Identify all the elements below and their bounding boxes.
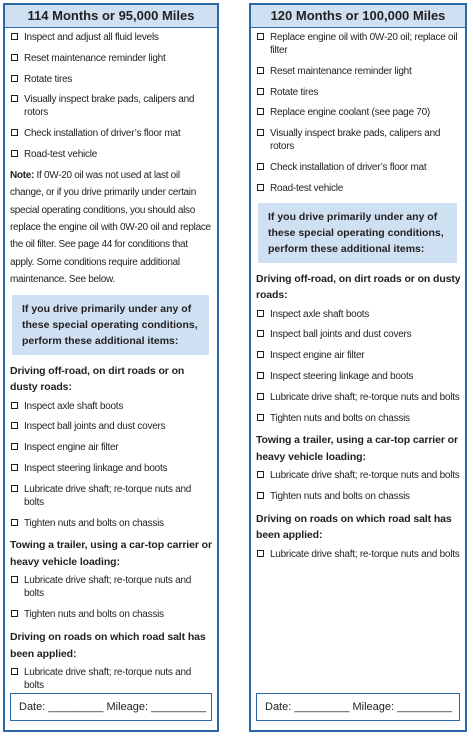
checklist-item-label: Tighten nuts and bolts on chassis (270, 491, 410, 503)
checklist-item (256, 391, 461, 404)
checklist-item-label: Inspect axle shaft boots (270, 308, 370, 320)
section-heading-towing: Towing a trailer, using a car-top carrier or heavy vehicle loading: (10, 539, 212, 568)
note-text: If 0W-20 oil was not used at last oil change, or if you drive primarily under certain special operating conditions, you should also replace the engine oil with 0W-20 oil and replace the oil filter. See page 44 for conditions that apply. Some conditions require additional maintenance. See below. (10, 169, 211, 286)
checklist-item-label: Inspect ball joints and dust covers (270, 329, 412, 341)
checklist-item (256, 31, 461, 57)
checklist-item-label: Tighten nuts and bolts on chassis (270, 412, 410, 424)
checklist-item (10, 148, 213, 161)
checklist-item (10, 400, 213, 413)
checklist-item-label: Tighten nuts and bolts on chassis (24, 609, 164, 621)
checkbox-icon[interactable] (11, 668, 18, 675)
checklist-item (10, 517, 213, 530)
date-mileage-field[interactable]: Date: _________ Mileage: _________ (256, 693, 460, 721)
checklist-item (256, 86, 461, 99)
checkbox-icon[interactable] (11, 75, 18, 82)
checkbox-icon[interactable] (11, 150, 18, 157)
checkbox-icon[interactable] (257, 372, 264, 379)
checkbox-icon[interactable] (11, 422, 18, 429)
checklist-item-label: Visually inspect brake pads, calipers and rotors (24, 94, 195, 119)
checklist-item-label: Lubricate drive shaft; re-torque nuts and bolts (270, 391, 460, 403)
note-label: Note: (10, 169, 35, 181)
checkbox-icon[interactable] (11, 402, 18, 409)
checklist-item (10, 31, 213, 44)
checklist-item-label: Inspect steering linkage and boots (24, 463, 168, 475)
checklist-item-label: Lubricate drive shaft; re-torque nuts and bolts (24, 483, 192, 508)
checkbox-icon[interactable] (11, 129, 18, 136)
section-heading-off-road: Driving off-road, on dirt roads or on dusty roads: (256, 272, 461, 302)
checklist-item-label: Inspect axle shaft boots (24, 400, 124, 412)
checklist-item (10, 52, 213, 65)
date-mileage-field[interactable]: Date: _________ Mileage: _________ (10, 693, 212, 721)
checklist-item-label: Check installation of driver’s floor mat (270, 161, 427, 173)
checklist-item (256, 182, 461, 195)
checklist-item (10, 483, 213, 509)
checklist-item-label: Lubricate drive shaft; re-torque nuts and bolts (270, 548, 460, 560)
checkbox-icon[interactable] (11, 485, 18, 492)
checkbox-icon[interactable] (11, 519, 18, 526)
checklist-item-label: Check installation of driver’s floor mat (24, 128, 181, 140)
checklist-item (256, 548, 461, 561)
checklist-item-label: Rotate tires (270, 86, 319, 98)
checklist-item (10, 608, 213, 621)
checkbox-icon[interactable] (257, 184, 264, 191)
checklist-item (10, 666, 213, 692)
checklist-item (256, 490, 461, 503)
checkbox-icon[interactable] (257, 163, 264, 170)
checklist-item (10, 441, 213, 454)
checklist (256, 31, 461, 195)
checkbox-icon[interactable] (257, 310, 264, 317)
checklist-item-label: Rotate tires (24, 73, 73, 85)
checklist-item (10, 420, 213, 433)
checklist-item (10, 574, 213, 600)
column-title: 120 Months or 100,000 Miles (251, 5, 465, 28)
checkbox-icon[interactable] (257, 129, 264, 136)
checklist-item-label: Inspect engine air filter (24, 442, 119, 454)
checklist-item (10, 127, 213, 140)
checkbox-icon[interactable] (257, 88, 264, 95)
checklist-item-label: Road-test vehicle (270, 182, 344, 194)
checklist-item-label: Road-test vehicle (24, 148, 98, 160)
oil-note (10, 167, 213, 289)
checklist-item-label: Tighten nuts and bolts on chassis (24, 517, 164, 529)
checkbox-icon[interactable] (11, 95, 18, 102)
checklist-item-label: Reset maintenance reminder light (270, 65, 412, 77)
checklist-item-label: Reset maintenance reminder light (24, 52, 166, 64)
checkbox-icon[interactable] (257, 414, 264, 421)
special-conditions-callout: If you drive primarily under any of these special operating conditions, perform these additional items: (12, 295, 209, 355)
checklist-item-label: Replace engine oil with 0W-20 oil; replace oil filter (270, 32, 458, 56)
checkbox-icon[interactable] (11, 443, 18, 450)
checklist-item-label: Visually inspect brake pads, calipers and rotors (270, 128, 441, 153)
checklist-item-label: Replace engine coolant (see page 70) (270, 107, 431, 119)
checkbox-icon[interactable] (257, 393, 264, 400)
checkbox-icon[interactable] (257, 108, 264, 115)
section-heading-off-road: Driving off-road, on dirt roads or on dusty roads: (10, 364, 185, 394)
section-heading-towing: Towing a trailer, using a car-top carrier or heavy vehicle loading: (256, 434, 458, 463)
checklist-item (256, 412, 461, 425)
checkbox-icon[interactable] (11, 610, 18, 617)
section-heading-road-salt: Driving on roads on which road salt has been applied: (10, 631, 206, 660)
checkbox-icon[interactable] (11, 33, 18, 40)
checklist-item (256, 328, 461, 341)
checklist-item-label: Lubricate drive shaft; re-torque nuts and bolts (24, 667, 192, 691)
maintenance-column-114-months (3, 3, 219, 732)
checklist-item (256, 469, 461, 482)
checklist-item (256, 161, 461, 174)
checkbox-icon[interactable] (257, 330, 264, 337)
checklist-item-label: Lubricate drive shaft; re-torque nuts and bolts (270, 470, 460, 482)
checklist (10, 31, 213, 161)
checklist-item (10, 73, 213, 86)
checkbox-icon[interactable] (257, 351, 264, 358)
checklist-item (256, 370, 461, 383)
checkbox-icon[interactable] (257, 471, 264, 478)
section-heading-road-salt: Driving on roads on which road salt has been applied: (256, 512, 452, 542)
special-conditions-callout: If you drive primarily under any of these special operating conditions, perform these additional items: (258, 203, 457, 263)
maintenance-column-120-months (249, 3, 467, 732)
column-title: 114 Months or 95,000 Miles (5, 5, 217, 28)
checklist-item (256, 106, 461, 119)
checklist-item (10, 93, 213, 119)
checkbox-icon[interactable] (11, 576, 18, 583)
checklist-item-label: Inspect steering linkage and boots (270, 370, 414, 382)
checkbox-icon[interactable] (11, 54, 18, 61)
checklist-item (256, 349, 461, 362)
checkbox-icon[interactable] (257, 33, 264, 40)
checkbox-icon[interactable] (257, 67, 264, 74)
checkbox-icon[interactable] (257, 550, 264, 557)
checklist-item-label: Lubricate drive shaft; re-torque nuts and bolts (24, 575, 192, 600)
checklist-item-label: Inspect and adjust all fluid levels (24, 32, 159, 43)
checklist-item (256, 308, 461, 321)
checklist-item-label: Inspect engine air filter (270, 350, 365, 362)
checkbox-icon[interactable] (11, 464, 18, 471)
checklist-item-label: Inspect ball joints and dust covers (24, 421, 166, 433)
checklist-item (256, 127, 461, 153)
checkbox-icon[interactable] (257, 492, 264, 499)
checklist-item (10, 462, 213, 475)
checklist-item (256, 65, 461, 78)
